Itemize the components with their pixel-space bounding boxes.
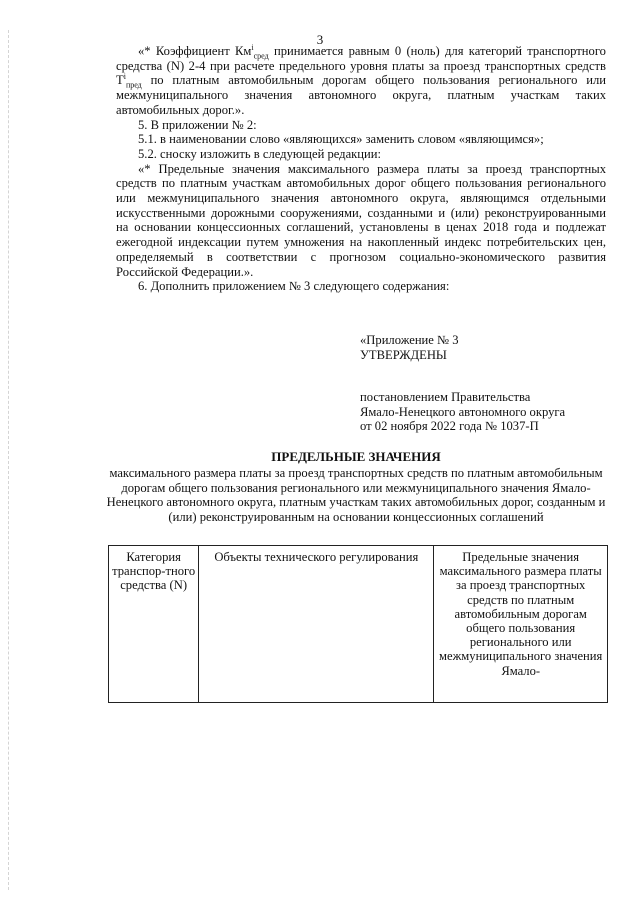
appendix-label: «Приложение № 3 (360, 333, 459, 347)
paragraph-coefficient-note: «* Коэффициент $Км^i_{сред}$ принимается равным 0 (ноль) для категорий транспортного средства (N) 2-4 при расчете предельного уровня платы за проезд транспортных средств $T^i_{пред}$ по платным автомобильным дорогам общего пользования регионального или межмуниципального значения автономного округа, платным участкам таких автомобильных дорог.». (116, 42, 606, 117)
paragraph-footnote: «* Предельные значения максимального размера платы за проезд транспортных средств по платным участкам автомобильных дорог общего пользования регионального или межмуниципального значения автономного округа, являющимся отдельными искусственными дорожными сооружениями, созданными и (или) реконструированными на основании концессионных соглашений, установлены в ценах 2018 года и подлежат ежегодной индексации путем умножения на накопленный индекс потребительских цен, определяемый в соответствии с прогнозом социально-экономического развития Российской Федерации.». (116, 161, 606, 279)
approved-label: УТВЕРЖДЕНЫ (360, 347, 447, 362)
approval-block (360, 333, 620, 434)
table-header-row (109, 546, 608, 703)
header-vehicle-category: Категория транспор-тного средства (N) (109, 546, 199, 703)
limits-table (108, 545, 608, 703)
document-heading (96, 449, 616, 524)
body-text (116, 44, 606, 294)
scan-margin-line (8, 30, 9, 890)
paragraph-item-5-2: 5.2. сноску изложить в следующей редакции: (138, 146, 382, 161)
page-number: 3 (316, 32, 324, 47)
paragraph-item-6: 6. Дополнить приложением № 3 следующего содержания: (138, 279, 450, 294)
approval-date: от 02 ноября 2022 года № 1037-П (360, 419, 539, 433)
header-regulated-objects: Объекты технического регулирования (199, 546, 434, 703)
paragraph-item-5: 5. В приложении № 2: (138, 117, 257, 132)
heading-title: ПРЕДЕЛЬНЫЕ ЗНАЧЕНИЯ (271, 449, 441, 464)
approval-region: Ямало-Ненецкого автономного округа (360, 404, 566, 419)
header-limit-values: Предельные значения максимального размера платы за проезд транспортных средств по платным автомобильным дорогам общего пользования регионального или межмуниципального значения Ямало- (434, 546, 608, 703)
paragraph-item-5-1: 5.1. в наименовании слово «являющихся» заменить словом «являющимся»; (138, 132, 544, 147)
approval-decree: постановлением Правительства (360, 390, 531, 404)
heading-subtitle: максимального размера платы за проезд транспортных средств по платным автомобильным дорогам общего пользования регионального или межмуниципального значения Ямало-Ненецкого автономного округа, платным участкам таких автомобильных дорог, созданным и (или) реконструированным на основании концессионных соглашений (106, 466, 606, 524)
